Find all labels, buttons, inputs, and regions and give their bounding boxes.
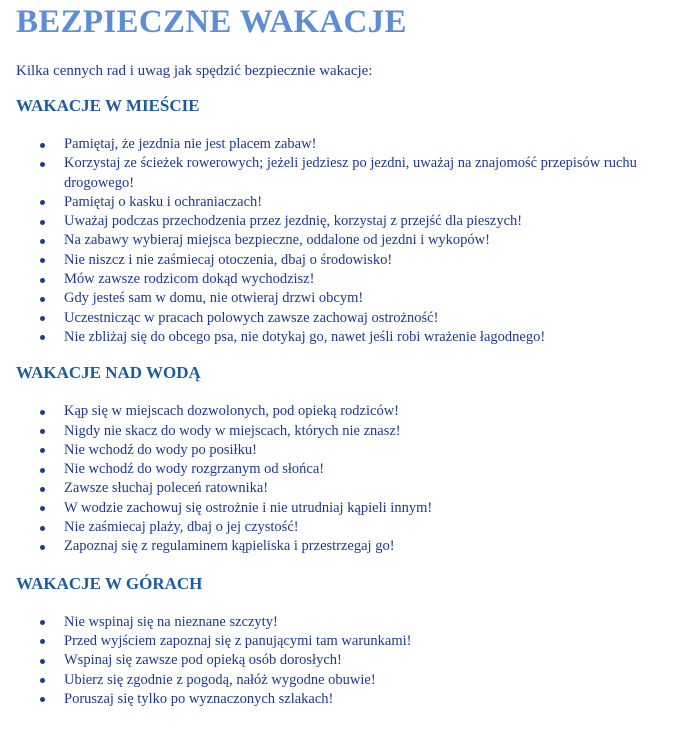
list-item: Nie wchodź do wody rozgrzanym od słońca!: [64, 460, 692, 479]
list-item: Na zabawy wybieraj miejsca bezpieczne, oddalone od jezdni i wykopów!: [64, 231, 692, 250]
list-item: Zawsze słuchaj poleceń ratownika!: [64, 479, 692, 498]
list-item: W wodzie zachowuj się ostrożnie i nie utrudniaj kąpieli innym!: [64, 499, 692, 518]
list-item: Mów zawsze rodzicom dokąd wychodzisz!: [64, 270, 692, 289]
list-item: Zapoznaj się z regulaminem kąpieliska i przestrzegaj go!: [64, 537, 692, 556]
section-heading-mountains: WAKACJE W GÓRACH: [16, 573, 203, 593]
list-item: Wspinaj się zawsze pod opieką osób dorosłych!: [64, 651, 692, 670]
list-item: Pamiętaj, że jezdnia nie jest placem zabaw!: [64, 135, 692, 154]
list-item: Poruszaj się tylko po wyznaczonych szlakach!: [64, 690, 692, 709]
list-item: Nie zaśmiecaj plaży, dbaj o jej czystość!: [64, 518, 692, 537]
page-title: BEZPIECZNE WAKACJE: [16, 4, 407, 40]
section-heading-city: WAKACJE W MIEŚCIE: [16, 96, 200, 115]
list-item: Uczestnicząc w pracach polowych zawsze zachowaj ostrożność!: [64, 309, 692, 328]
list-item: Kąp się w miejscach dozwolonych, pod opieką rodziców!: [64, 402, 692, 421]
list-item: Nie wchodź do wody po posiłku!: [64, 441, 692, 460]
list-item: Uważaj podczas przechodzenia przez jezdnię, korzystaj z przejść dla pieszych!: [64, 212, 692, 231]
section-heading-water: WAKACJE NAD WODĄ: [16, 363, 201, 383]
tips-list-mountains: [16, 613, 692, 709]
list-item: Przed wyjściem zapoznaj się z panującymi tam warunkami!: [64, 632, 692, 651]
list-item: Nie zbliżaj się do obcego psa, nie dotykaj go, nawet jeśli robi wrażenie łagodnego!: [64, 328, 692, 347]
list-item: Nigdy nie skacz do wody w miejscach, których nie znasz!: [64, 422, 692, 441]
tips-list-city: [16, 135, 692, 347]
list-item: Nie wspinaj się na nieznane szczyty!: [64, 613, 692, 632]
list-item: Ubierz się zgodnie z pogodą, nałóż wygodne obuwie!: [64, 671, 692, 690]
list-item: Nie niszcz i nie zaśmiecaj otoczenia, dbaj o środowisko!: [64, 251, 692, 270]
list-item: Korzystaj ze ścieżek rowerowych; jeżeli jedziesz po jezdni, uważaj na znajomość przepisów ruchu drogowego!: [64, 154, 692, 193]
list-item: Gdy jesteś sam w domu, nie otwieraj drzwi obcym!: [64, 289, 692, 308]
intro-text: Kilka cennych rad i uwag jak spędzić bezpiecznie wakacje:: [16, 63, 373, 79]
tips-list-water: [16, 402, 692, 556]
list-item: Pamiętaj o kasku i ochraniaczach!: [64, 193, 692, 212]
